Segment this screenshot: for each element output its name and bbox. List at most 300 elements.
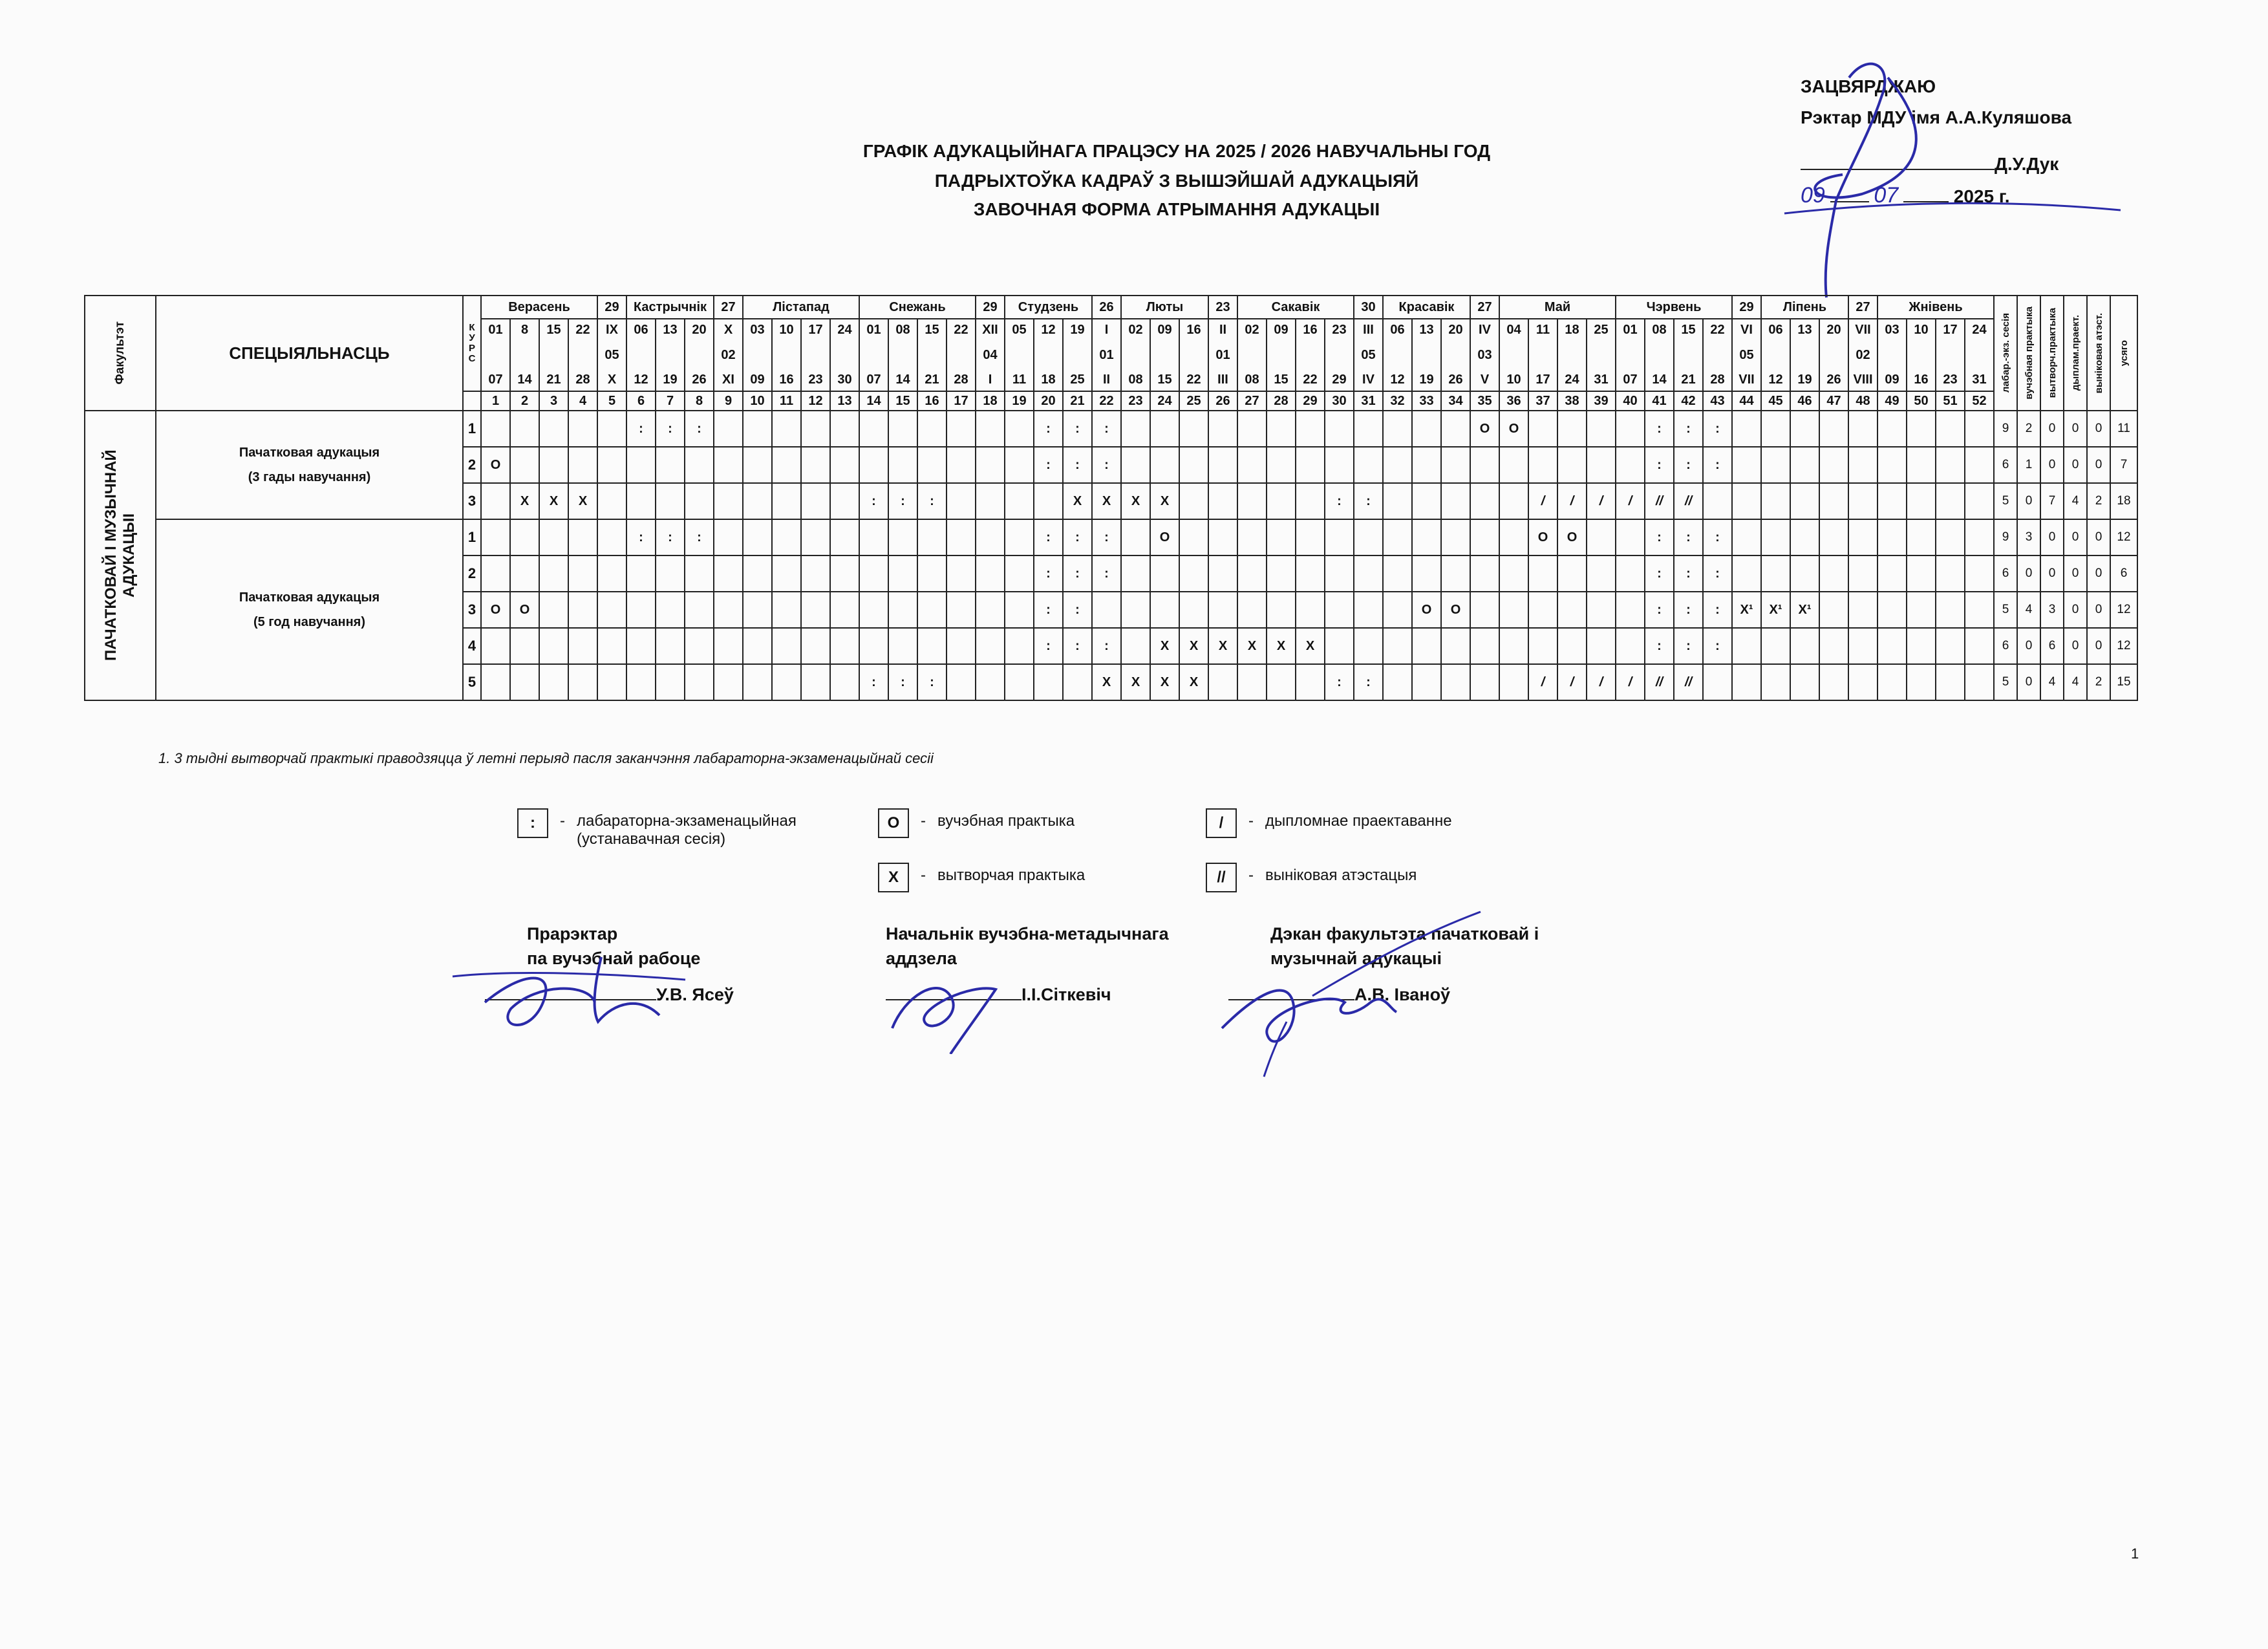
kurs-cell: 3 — [463, 592, 481, 628]
week-end-cell: 23 — [1936, 369, 1965, 391]
week-cell: / — [1587, 483, 1616, 519]
week-cell: : — [1645, 555, 1674, 592]
summary-cell: 0 — [2040, 447, 2064, 483]
week-cell — [1819, 519, 1848, 555]
week-cell: : — [1063, 519, 1092, 555]
week-end-cell: 30 — [830, 369, 859, 391]
table-row — [85, 411, 2137, 447]
week-cell — [772, 411, 801, 447]
faculty-header — [85, 296, 156, 411]
week-cell — [801, 592, 830, 628]
week-cell — [1208, 411, 1237, 447]
footnote: 1. 3 тыдні вытворчай практыкі праводзяцца ў летні перыяд пасля заканчэння лабараторна-экзаменацыйнай сесіі — [158, 750, 934, 766]
week-number-cell: 41 — [1645, 391, 1674, 411]
week-cell — [743, 592, 772, 628]
week-cell — [1936, 411, 1965, 447]
week-cell — [1005, 483, 1034, 519]
week-mid-cell — [743, 341, 772, 369]
signature-title1: Прарэктар — [527, 924, 618, 943]
week-cell — [859, 447, 888, 483]
week-cell — [1296, 483, 1325, 519]
month-header: 26 — [1092, 296, 1121, 319]
week-cell — [1412, 628, 1441, 664]
week-number-cell: 2 — [510, 391, 539, 411]
week-cell — [1237, 411, 1267, 447]
week-cell — [714, 447, 743, 483]
week-cell — [481, 555, 510, 592]
week-number-cell: 33 — [1412, 391, 1441, 411]
week-cell: : — [1674, 447, 1703, 483]
spec-line1: Пачатковая адукацыя — [239, 446, 380, 460]
summary-cell: 9 — [1994, 519, 2017, 555]
week-mid-cell: 05 — [1732, 341, 1761, 369]
month-header: Ліпень — [1761, 296, 1848, 319]
week-cell — [1936, 664, 1965, 700]
week-cell — [1296, 592, 1325, 628]
month-header: 30 — [1354, 296, 1383, 319]
week-cell — [1819, 592, 1848, 628]
week-start-cell: 10 — [1907, 319, 1936, 341]
legend-text: дыпломнае праектаванне — [1265, 812, 1452, 830]
week-cell — [1732, 519, 1761, 555]
week-cell: : — [1034, 592, 1063, 628]
week-cell: // — [1674, 483, 1703, 519]
week-number-cell: 47 — [1819, 391, 1848, 411]
week-cell: Х — [1237, 628, 1267, 664]
week-cell — [597, 664, 626, 700]
week-cell — [1936, 555, 1965, 592]
week-cell — [714, 664, 743, 700]
week-start-cell: 19 — [1063, 319, 1092, 341]
week-start-cell: I — [1092, 319, 1121, 341]
week-cell — [568, 555, 597, 592]
week-cell — [830, 555, 859, 592]
week-mid-cell — [1150, 341, 1179, 369]
week-start-cell: 15 — [1674, 319, 1703, 341]
week-cell — [1179, 592, 1208, 628]
week-cell — [1499, 664, 1528, 700]
week-start-cell: 09 — [1150, 319, 1179, 341]
week-cell — [1819, 447, 1848, 483]
week-cell: : — [888, 483, 917, 519]
week-cell — [1412, 483, 1441, 519]
week-mid-cell — [772, 341, 801, 369]
week-cell — [1528, 555, 1557, 592]
week-cell — [1179, 447, 1208, 483]
week-mid-cell — [947, 341, 976, 369]
week-mid-cell — [1761, 341, 1790, 369]
week-cell: : — [1034, 447, 1063, 483]
week-mid-cell — [1034, 341, 1063, 369]
week-cell — [1965, 411, 1994, 447]
signature-name: І.І.Сіткевіч — [1022, 985, 1111, 1004]
week-cell — [1499, 592, 1528, 628]
week-mid-cell — [1645, 341, 1674, 369]
week-number-cell: 13 — [830, 391, 859, 411]
week-cell — [1936, 628, 1965, 664]
week-number-cell: 9 — [714, 391, 743, 411]
week-cell — [1470, 483, 1499, 519]
week-cell — [1616, 628, 1645, 664]
week-cell — [1557, 411, 1587, 447]
spec-header: СПЕЦЫЯЛЬНАСЦЬ — [156, 296, 463, 411]
week-cell — [1383, 628, 1412, 664]
week-cell: / — [1528, 664, 1557, 700]
week-cell — [830, 592, 859, 628]
week-cell — [626, 483, 656, 519]
week-cell: / — [1616, 483, 1645, 519]
week-number-cell: 46 — [1790, 391, 1819, 411]
faculty-label: ПАЧАТКОВАЙ І МУЗЫЧНАЙ АДУКАЦЫІ — [102, 449, 138, 662]
week-cell — [888, 411, 917, 447]
week-cell — [626, 664, 656, 700]
week-cell — [1761, 664, 1790, 700]
week-cell — [685, 664, 714, 700]
week-start-cell: 10 — [772, 319, 801, 341]
week-cell — [1005, 447, 1034, 483]
week-cell — [510, 447, 539, 483]
week-end-cell: 19 — [1412, 369, 1441, 391]
approval-date-day: 09 — [1801, 183, 1825, 208]
week-cell — [1470, 664, 1499, 700]
legend-item-work-practice: Х - вытворчая практыка — [878, 863, 1085, 892]
week-cell — [1441, 519, 1470, 555]
week-cell — [1732, 483, 1761, 519]
week-cell — [1267, 519, 1296, 555]
week-cell: / — [1557, 483, 1587, 519]
week-cell — [1907, 555, 1936, 592]
week-cell — [1412, 519, 1441, 555]
week-cell — [685, 555, 714, 592]
week-end-cell: 26 — [1441, 369, 1470, 391]
week-cell — [1325, 628, 1354, 664]
week-cell — [1179, 555, 1208, 592]
signature-title2: аддзела — [886, 949, 957, 968]
kurs-cell: 3 — [463, 483, 481, 519]
week-cell — [1848, 411, 1878, 447]
week-cell — [597, 447, 626, 483]
week-number-cell: 12 — [801, 391, 830, 411]
summary-cell: 0 — [2017, 628, 2040, 664]
week-start-cell: 04 — [1499, 319, 1528, 341]
faculty-cell — [85, 411, 156, 700]
week-cell — [772, 447, 801, 483]
legend — [517, 808, 1487, 899]
week-end-cell: V — [1470, 369, 1499, 391]
week-cell — [1121, 592, 1150, 628]
summary-cell: 4 — [2017, 592, 2040, 628]
week-cell — [830, 664, 859, 700]
week-cell — [1907, 519, 1936, 555]
week-end-cell: 14 — [510, 369, 539, 391]
summary-cell: 0 — [2040, 411, 2064, 447]
week-cell: Х¹ — [1790, 592, 1819, 628]
week-cell: Х — [1121, 664, 1150, 700]
week-cell: : — [1674, 411, 1703, 447]
week-cell — [917, 411, 947, 447]
week-number-cell: 48 — [1848, 391, 1878, 411]
total-cell: 12 — [2110, 519, 2137, 555]
week-number-cell: 27 — [1237, 391, 1267, 411]
week-number-cell: 20 — [1034, 391, 1063, 411]
week-cell — [1878, 592, 1907, 628]
week-end-cell: 21 — [1674, 369, 1703, 391]
week-cell — [1005, 664, 1034, 700]
week-cell: : — [1674, 628, 1703, 664]
week-cell — [1761, 628, 1790, 664]
week-cell — [1005, 555, 1034, 592]
total-cell: 18 — [2110, 483, 2137, 519]
week-cell — [1499, 555, 1528, 592]
week-start-cell: 17 — [1936, 319, 1965, 341]
summary-cell: 6 — [1994, 555, 2017, 592]
week-cell — [1761, 519, 1790, 555]
summary-cell: 1 — [2017, 447, 2040, 483]
week-cell — [1354, 628, 1383, 664]
kurs-header-blank — [463, 391, 481, 411]
week-cell — [714, 592, 743, 628]
week-end-cell: 08 — [1237, 369, 1267, 391]
week-cell — [510, 628, 539, 664]
week-cell — [772, 555, 801, 592]
week-cell — [685, 483, 714, 519]
week-cell: / — [1557, 664, 1587, 700]
week-cell — [801, 411, 830, 447]
week-end-cell: 28 — [568, 369, 597, 391]
week-cell — [801, 483, 830, 519]
week-start-cell: 05 — [1005, 319, 1034, 341]
week-start-cell: 01 — [481, 319, 510, 341]
week-cell — [1790, 411, 1819, 447]
week-start-cell: 02 — [1121, 319, 1150, 341]
week-end-cell: 12 — [1383, 369, 1412, 391]
week-end-cell: 26 — [685, 369, 714, 391]
week-cell: : — [656, 411, 685, 447]
week-mid-cell — [801, 341, 830, 369]
kurs-cell: 4 — [463, 628, 481, 664]
summary-cell: 3 — [2040, 592, 2064, 628]
week-cell — [1325, 555, 1354, 592]
week-mid-cell: 01 — [1092, 341, 1121, 369]
week-end-cell: 17 — [1528, 369, 1557, 391]
prorector-signature-mark — [446, 944, 692, 1041]
week-cell — [1267, 555, 1296, 592]
week-end-cell: 21 — [539, 369, 568, 391]
week-cell — [1092, 592, 1121, 628]
week-mid-cell: 03 — [1470, 341, 1499, 369]
week-cell — [539, 592, 568, 628]
week-cell — [568, 628, 597, 664]
week-cell: : — [656, 519, 685, 555]
week-cell — [656, 664, 685, 700]
legend-symbol: О — [878, 808, 909, 838]
week-end-cell: 16 — [1907, 369, 1936, 391]
summary-header-label: усяго — [2118, 339, 2130, 367]
week-cell — [481, 628, 510, 664]
week-cell — [743, 628, 772, 664]
week-cell — [1616, 592, 1645, 628]
week-cell — [1267, 592, 1296, 628]
week-cell — [1732, 411, 1761, 447]
week-cell — [1616, 519, 1645, 555]
week-cell — [1267, 447, 1296, 483]
week-mid-cell — [1674, 341, 1703, 369]
week-cell — [772, 519, 801, 555]
week-cell — [1819, 555, 1848, 592]
summary-cell: 0 — [2087, 628, 2110, 664]
week-cell — [481, 411, 510, 447]
week-cell: : — [1703, 411, 1732, 447]
week-cell — [597, 628, 626, 664]
week-cell: Х — [1121, 483, 1150, 519]
week-start-cell: 22 — [1703, 319, 1732, 341]
week-cell — [1441, 411, 1470, 447]
summary-header — [2064, 296, 2087, 411]
week-end-cell: VII — [1732, 369, 1761, 391]
week-start-cell: 01 — [1616, 319, 1645, 341]
week-cell: : — [1354, 664, 1383, 700]
week-cell — [830, 411, 859, 447]
spec-line1: Пачатковая адукацыя — [239, 590, 380, 605]
week-cell — [743, 664, 772, 700]
approval-position: Рэктар МДУ імя А.А.Куляшова — [1801, 107, 2072, 127]
week-cell: О — [510, 592, 539, 628]
week-cell — [1528, 592, 1557, 628]
legend-item-diploma: / - дыпломнае праектаванне — [1206, 808, 1452, 838]
summary-cell: 4 — [2064, 664, 2087, 700]
week-end-cell: 07 — [1616, 369, 1645, 391]
week-cell — [1267, 411, 1296, 447]
week-mid-cell — [1383, 341, 1412, 369]
week-start-cell: 11 — [1528, 319, 1557, 341]
week-number-cell: 28 — [1267, 391, 1296, 411]
week-cell — [1878, 411, 1907, 447]
week-cell — [743, 483, 772, 519]
week-cell — [1907, 411, 1936, 447]
week-cell — [1179, 411, 1208, 447]
week-cell — [1121, 519, 1150, 555]
week-cell — [1848, 483, 1878, 519]
week-cell — [1208, 483, 1237, 519]
week-end-cell: 14 — [888, 369, 917, 391]
legend-symbol: Х — [878, 863, 909, 892]
spec-line2: (5 год навучання) — [253, 615, 365, 629]
week-cell — [1121, 411, 1150, 447]
week-cell — [1383, 555, 1412, 592]
summary-header — [2087, 296, 2110, 411]
summary-cell: 0 — [2087, 555, 2110, 592]
week-cell: : — [917, 483, 947, 519]
week-cell — [1499, 483, 1528, 519]
week-cell — [1703, 664, 1732, 700]
week-cell — [859, 592, 888, 628]
week-end-cell: XI — [714, 369, 743, 391]
week-cell — [1150, 447, 1179, 483]
kurs-cell: 2 — [463, 555, 481, 592]
week-number-cell: 30 — [1325, 391, 1354, 411]
week-end-cell: 15 — [1267, 369, 1296, 391]
summary-cell: 6 — [1994, 628, 2017, 664]
week-number-cell: 25 — [1179, 391, 1208, 411]
summary-header-label: лабар.-экз. сесія — [2000, 313, 2011, 393]
week-cell — [743, 447, 772, 483]
week-end-cell: 15 — [1150, 369, 1179, 391]
spec-line2: (3 гады навучання) — [248, 470, 371, 484]
week-cell: : — [1703, 555, 1732, 592]
week-cell — [1470, 628, 1499, 664]
week-cell — [1587, 447, 1616, 483]
month-header: Красавік — [1383, 296, 1470, 319]
week-cell — [1790, 555, 1819, 592]
week-cell — [597, 411, 626, 447]
week-mid-cell — [656, 341, 685, 369]
week-cell — [1237, 555, 1267, 592]
week-cell — [1616, 555, 1645, 592]
signature-name: У.В. Ясеў — [656, 985, 734, 1004]
summary-cell: 0 — [2087, 447, 2110, 483]
week-cell: Х¹ — [1732, 592, 1761, 628]
week-number-cell: 40 — [1616, 391, 1645, 411]
week-number-cell: 24 — [1150, 391, 1179, 411]
week-cell — [830, 483, 859, 519]
week-cell — [1237, 664, 1267, 700]
week-cell — [801, 664, 830, 700]
month-header: 23 — [1208, 296, 1237, 319]
week-cell — [1237, 519, 1267, 555]
week-cell — [772, 483, 801, 519]
week-cell — [685, 628, 714, 664]
week-cell — [568, 664, 597, 700]
month-header: Сакавік — [1237, 296, 1354, 319]
week-cell — [1470, 519, 1499, 555]
week-cell — [947, 555, 976, 592]
week-cell — [801, 519, 830, 555]
week-cell: О — [1470, 411, 1499, 447]
total-cell: 6 — [2110, 555, 2137, 592]
kurs-cell: 2 — [463, 447, 481, 483]
week-cell — [1441, 555, 1470, 592]
summary-cell: 5 — [1994, 664, 2017, 700]
week-cell — [597, 592, 626, 628]
week-mid-cell — [685, 341, 714, 369]
week-cell: Х — [1150, 664, 1179, 700]
week-mid-cell — [1907, 341, 1936, 369]
week-cell: Х — [1208, 628, 1237, 664]
week-start-cell: 06 — [1383, 319, 1412, 341]
week-cell — [1179, 519, 1208, 555]
week-cell: : — [917, 664, 947, 700]
week-mid-cell — [1005, 341, 1034, 369]
week-cell: : — [1674, 519, 1703, 555]
week-cell — [1819, 411, 1848, 447]
week-cell — [539, 447, 568, 483]
legend-symbol: / — [1206, 808, 1237, 838]
week-number-cell: 34 — [1441, 391, 1470, 411]
signature-name: А.В. Іваноў — [1354, 985, 1451, 1004]
week-mid-cell — [1936, 341, 1965, 369]
week-cell — [597, 555, 626, 592]
week-cell: Х¹ — [1761, 592, 1790, 628]
week-cell — [1383, 664, 1412, 700]
week-start-cell: 13 — [1790, 319, 1819, 341]
week-cell — [1121, 628, 1150, 664]
week-mid-cell — [1296, 341, 1325, 369]
week-cell: Х — [1063, 483, 1092, 519]
week-start-cell: 09 — [1267, 319, 1296, 341]
week-cell: : — [1034, 519, 1063, 555]
week-mid-cell — [1325, 341, 1354, 369]
week-number-cell: 39 — [1587, 391, 1616, 411]
